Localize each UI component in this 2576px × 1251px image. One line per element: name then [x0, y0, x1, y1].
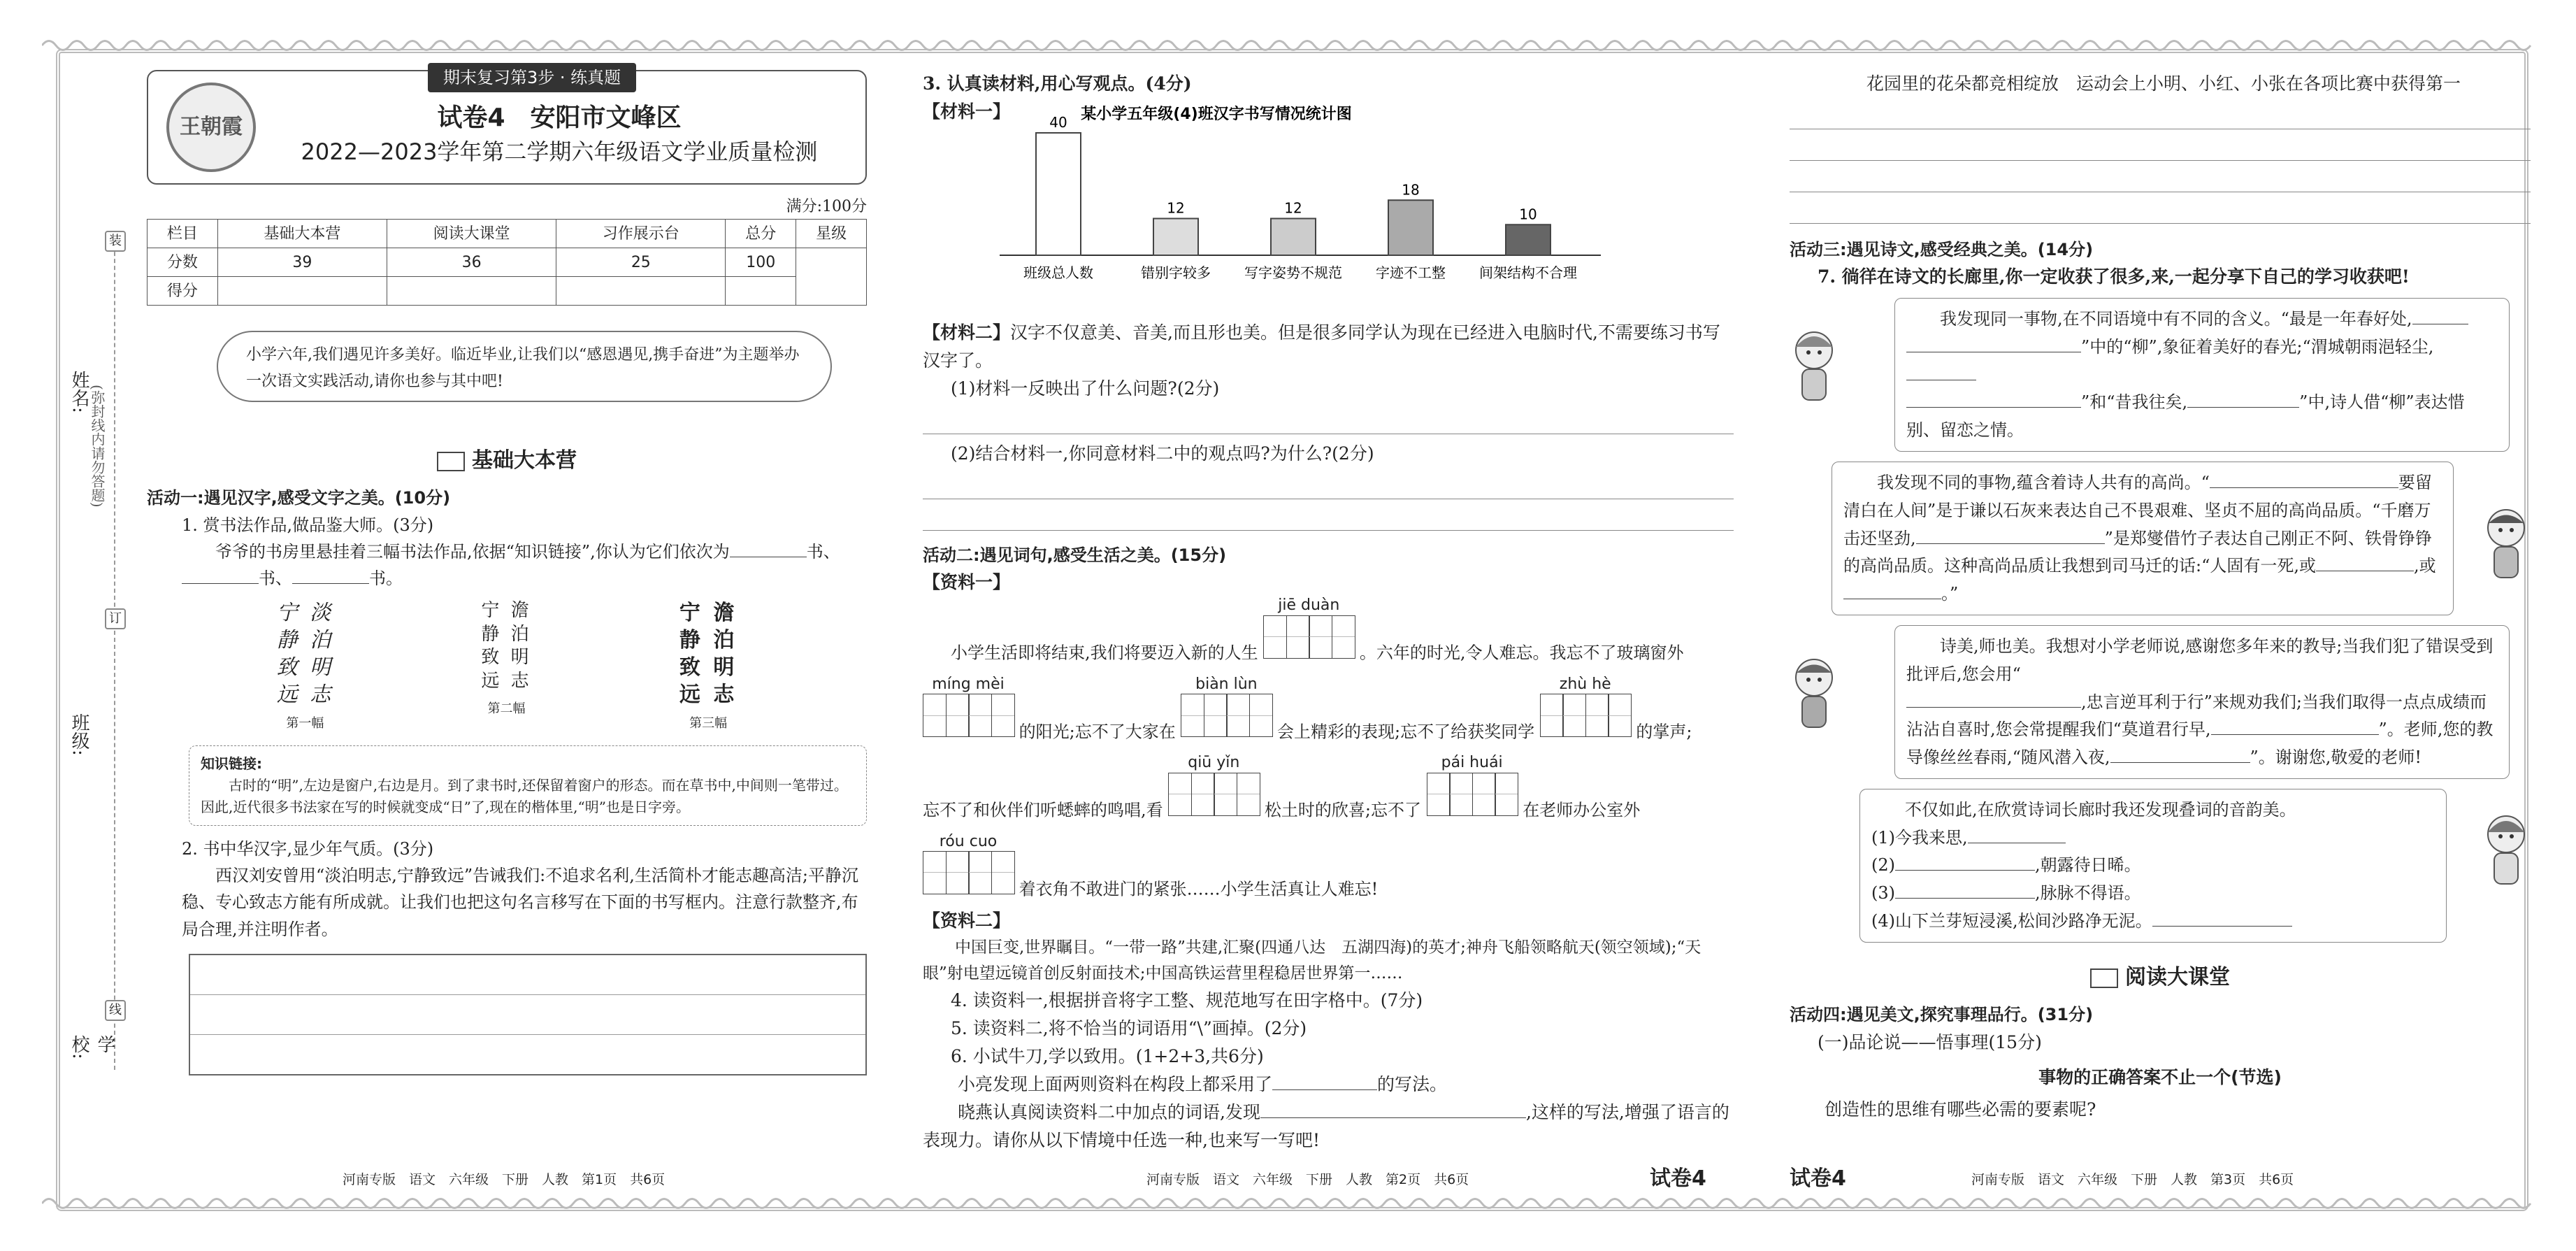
question-5: 5. 读资料二,将不恰当的词语用“\”画掉。(2分) — [951, 1017, 1307, 1038]
pinyin-grid-1 — [1263, 596, 1354, 665]
chart-title: 某小学五年级(4)班汉字书写情况统计图 — [1081, 106, 1352, 123]
knowledge-link-title: 知识链接: — [201, 755, 262, 772]
top-wave-border — [42, 36, 2534, 55]
teacher-boy-avatar-icon — [1790, 653, 1839, 730]
exam-subtitle: 2022—2023学年第二学期六年级语文学业质量检测 — [301, 138, 818, 165]
calligraphy-work-3 — [679, 599, 737, 734]
card-text: 诗美,师也美。我想对小学老师说,感谢您多年来的教导;当我们犯了错误受到批评后,您会用“ — [1906, 636, 2494, 684]
question-4: 4. 读资料一,根据拼音将字工整、规范地写在田字格中。(7分) — [951, 989, 1423, 1010]
writing-line[interactable] — [190, 955, 865, 995]
card-blank[interactable] — [1895, 852, 2035, 871]
card-blank[interactable] — [1906, 689, 2081, 708]
resource-1-fragment: 松土时的欣喜;忘不了 — [1264, 800, 1422, 820]
card-blank[interactable] — [1916, 525, 2105, 544]
chart-category-label: 班级总人数 — [1023, 264, 1093, 281]
calligraphy-work-2 — [481, 599, 531, 734]
card-text: (4)山下兰芽短浸溪,松间沙路净无泥。 — [1871, 910, 2152, 931]
book-icon — [437, 452, 465, 471]
question-1-text — [182, 538, 867, 592]
resource-1-fragment: 的阳光;忘不了大家在 — [1019, 722, 1176, 742]
q1-blank-2[interactable] — [182, 565, 259, 584]
card-blank[interactable] — [2152, 908, 2292, 927]
page-1-footer: 河南专版 语文 六年级 下册 人教 第1页 共6页 — [343, 1172, 665, 1187]
resource-1-fragment: 。六年的时光,令人难忘。我忘不了玻璃窗外 — [1359, 643, 1684, 663]
material-2 — [923, 319, 1734, 375]
card-text: 我发现不同的事物,蕴含着诗人共有的高尚。“ — [1877, 473, 2210, 493]
activity-3: 活动三:遇见诗文,感受经典之美。(14分) — [1790, 240, 2094, 259]
card-2-wrap — [1790, 462, 2531, 615]
card-blank[interactable] — [1906, 334, 2081, 352]
question-3-1: (1)材料一反映出了什么问题?(2分) — [951, 378, 1220, 399]
article-first-line: 创造性的思维有哪些必需的要素呢? — [1825, 1099, 2096, 1120]
pinyin-grid-2 — [923, 675, 1014, 744]
question-1-title: 1. 赏书法作品,做品鉴大师。(3分) — [182, 515, 434, 535]
question-3 — [923, 70, 1734, 98]
question-7: 7. 徜徉在诗文的长廊里,你一定收获了很多,来,一起分享下自己的学习收获吧! — [1818, 266, 2410, 287]
chart-bar — [1036, 133, 1081, 255]
intro-cloud: 小学六年,我们遇见许多美好。临近毕业,让我们以“感恩遇见,携手奋进”为主题举办一次语文实践活动,请你也参与其中吧! — [217, 331, 832, 402]
calligraphy-text: 宁 澹 静 泊 致 明 远 志 — [679, 600, 737, 707]
pinyin-text: pái huái — [1441, 754, 1503, 772]
answer-line[interactable] — [923, 499, 1734, 531]
pinyin-grid-7 — [923, 833, 1014, 901]
poem-card-1 — [1894, 298, 2510, 452]
material-1-label: 【材料一】 — [923, 101, 1011, 122]
page-3-footer: 河南专版 语文 六年级 下册 人教 第3页 共6页 — [1971, 1172, 2294, 1187]
card-text: ,朝露待日晞。 — [2035, 855, 2141, 875]
question-6: 6. 小试牛刀,学以致用。(1+2+3,共6分) — [951, 1045, 1264, 1066]
pinyin-grid-3 — [1181, 675, 1272, 744]
resource-1-fragment: 小学生活即将结束,我们将要迈入新的人生 — [951, 643, 1258, 663]
pinyin-text: jiē duàn — [1278, 596, 1340, 615]
q6-fragment: 晓燕认真阅读资料二中加点的词语,发现 — [958, 1101, 1260, 1122]
score-header-cell: 栏目 — [147, 220, 218, 248]
brand-logo: 王朝霞 — [166, 83, 256, 172]
question-3-title: 3. 认真读材料,用心写观点。(4分) — [923, 73, 1192, 94]
score-cell: 分数 — [147, 248, 218, 277]
binding-dashed-line — [114, 231, 115, 1070]
score-cell: 25 — [556, 248, 726, 277]
q6-fragment: ,这样的写法,增强了语言的表现力。请你从以下情境中任选一种,也来写一写吧! — [923, 1101, 1729, 1150]
pinyin-grid-6 — [1427, 754, 1518, 822]
card-blank[interactable] — [2187, 389, 2299, 408]
resource-2-label: 【资料二】 — [923, 910, 1011, 931]
questions-4-6 — [951, 987, 1734, 1071]
class-label: 班级: — [69, 713, 89, 756]
resource-1-fragment: 会上精彩的表现;忘不了给获奖同学 — [1277, 722, 1535, 742]
bind-mark-2: 订 — [105, 608, 126, 629]
scenario-choices: 花园里的花朵都竞相绽放 运动会上小明、小红、小张在各项比赛中获得第一 — [1866, 73, 2461, 94]
tian-grid[interactable] — [923, 694, 1014, 744]
tian-grid[interactable] — [1540, 694, 1631, 744]
boy-avatar-icon — [2482, 503, 2531, 580]
score-cell: 得分 — [147, 277, 218, 306]
resource-1-label: 【资料一】 — [923, 572, 1011, 593]
card-blank[interactable] — [1895, 880, 2035, 899]
score-input-cell[interactable] — [726, 277, 796, 306]
resource-2-text: 中国巨变,世界瞩目。“一带一路”共建,汇聚(四通八达 五湖四海)的英才;神舟飞船领略航天(领空领域);“天眼”射电望远镜首创反射面技术;中国高铁运营里程稳居世界第一…… — [923, 938, 1701, 982]
chart-category-label: 错别字较多 — [1141, 264, 1211, 281]
calligraphy-row — [203, 599, 811, 734]
tian-grid[interactable] — [1181, 694, 1272, 744]
card-text: (2) — [1871, 855, 1895, 875]
tian-grid[interactable] — [1263, 615, 1354, 666]
book-icon — [2090, 968, 2118, 988]
chart-bar — [1388, 200, 1433, 255]
girl-2-avatar-icon — [2482, 810, 2531, 887]
chart-category-label: 间架结构不合理 — [1479, 264, 1577, 281]
tian-grid[interactable] — [1168, 773, 1259, 823]
answer-line[interactable] — [923, 468, 1734, 499]
calligraphy-work-1 — [277, 599, 334, 734]
card-text: ,脉脉不得语。 — [2035, 883, 2141, 903]
card-1-wrap — [1790, 298, 2531, 452]
card-blank[interactable] — [1906, 389, 2081, 408]
score-header-cell: 阅读大课堂 — [387, 220, 556, 248]
card-text: ,忠言逆耳利于行”来规劝我们;当我们取得一点点成绩而沾沾自喜时,您会常提醒我们“莫道君行早, — [1906, 692, 2487, 740]
card-blank[interactable] — [2110, 744, 2250, 763]
q1-text: 书。 — [369, 569, 403, 589]
resource-1-fragment: 的掌声; — [1636, 722, 1692, 742]
exam-header — [147, 70, 867, 185]
score-table — [147, 219, 867, 306]
section-label: 阅读大课堂 — [2125, 965, 2230, 990]
resource-1-line-1 — [951, 596, 1734, 665]
card-blank[interactable] — [2316, 552, 2414, 571]
question-1 — [182, 512, 867, 592]
resource-1-text — [923, 596, 1734, 901]
chart-category-label: 写字姿势不规范 — [1244, 264, 1342, 281]
answer-line[interactable] — [1790, 98, 2531, 129]
chart-value-label: 18 — [1402, 181, 1420, 199]
card-text: (1)今我来思, — [1871, 827, 1968, 848]
answer-line[interactable] — [1790, 192, 2531, 224]
card-4-line-3 — [1871, 880, 2435, 908]
card-blank[interactable] — [1906, 362, 1976, 380]
resource-1-line-4 — [923, 833, 1734, 901]
bind-mark-1: 装 — [105, 231, 126, 252]
card-text: ”。老师,您的教导像丝丝春雨,“随风潜入夜, — [1906, 720, 2494, 767]
chart-value-label: 40 — [1049, 114, 1067, 131]
binding-strip — [66, 231, 129, 1070]
score-cell: 39 — [217, 248, 387, 277]
q6-fragment: 小亮发现上面两则资料在构段上都采用了 — [958, 1073, 1273, 1094]
step-banner: 期末复习第3步 · 练真题 — [428, 63, 636, 92]
score-header-cell: 基础大本营 — [217, 220, 387, 248]
section-label: 基础大本营 — [472, 448, 577, 473]
chart-category-label: 字迹不工整 — [1376, 264, 1446, 281]
card-text: ”和“昔我往矣, — [2081, 392, 2188, 413]
q1-blank-1[interactable] — [730, 538, 807, 557]
calligraphy-text: 宁 淡 静 泊 致 明 远 志 — [276, 600, 334, 707]
card-blank[interactable] — [1968, 824, 2066, 843]
q1-blank-3[interactable] — [292, 565, 369, 584]
pinyin-text: zhù hè — [1559, 675, 1611, 693]
chart-value-label: 12 — [1167, 199, 1185, 217]
q1-text: 书、 — [806, 541, 840, 562]
exam-number-left: 试卷4 — [1790, 1166, 1846, 1191]
card-text: ”中的“柳”,象征着美好的春光;“渭城朝雨浥轻尘, — [2081, 336, 2434, 357]
card-4-line-2 — [1871, 852, 2435, 880]
pinyin-text: qiū yǐn — [1188, 754, 1240, 772]
bind-mark-3: 线 — [105, 1000, 126, 1021]
card-text: 我发现同一事物,在不同语境中有不同的含义。“最是一年春好处, — [1940, 309, 2412, 329]
card-4-line-4 — [1871, 908, 2435, 936]
activity-1: 活动一:遇见汉字,感受文字之美。(10分) — [147, 488, 451, 508]
card-text: ”。谢谢您,敬爱的老师! — [2250, 747, 2422, 767]
calligraphy-caption: 第三幅 — [689, 715, 728, 731]
card-3-wrap — [1790, 625, 2531, 779]
q1-text: 书、 — [259, 569, 292, 589]
score-input-cell[interactable] — [556, 277, 726, 306]
card-text: (3) — [1871, 883, 1895, 903]
card-text: ”是郑燮借竹子表达自己刚正不阿、铁骨铮铮的高尚品质。这种高尚品质让我想到司马迁的话:“人固有一死,或 — [1843, 528, 2432, 576]
handwriting-box[interactable] — [189, 954, 867, 1075]
girl-avatar-icon — [1790, 326, 1839, 403]
pinyin-text: róu cuo — [939, 832, 998, 850]
knowledge-link-text: 古时的“明”,左边是窗户,右边是月。到了隶书时,还保留着窗户的形态。而在草书中,中间则一笔带过。因此,近代很多书法家在写的时候就变成“日”了,现在的楷体里,“明”也是日字旁。 — [201, 776, 848, 815]
resource-1-fragment: 忘不了和伙伴们听蟋蟀的鸣唱,看 — [923, 800, 1163, 820]
tian-grid[interactable] — [923, 851, 1014, 901]
exam-title: 试卷4 安阳市文峰区 — [437, 103, 682, 132]
calligraphy-text: 宁 澹 静 泊 致 明 远 志 — [481, 599, 532, 692]
q1-text: 爷爷的书房里悬挂着三幅书法作品,依据“知识链接”,你认为它们依次为 — [215, 541, 730, 562]
page-2-footer: 河南专版 语文 六年级 下册 人教 第2页 共6页 — [1146, 1172, 1469, 1187]
writing-line[interactable] — [190, 995, 865, 1035]
seal-note: (弥封线内请勿答题) — [89, 385, 106, 508]
card-blank[interactable] — [1843, 580, 1941, 599]
question-3-2: (2)结合材料一,你同意材料二中的观点吗?为什么?(2分) — [951, 443, 1374, 464]
poem-card-4 — [1859, 789, 2447, 943]
pinyin-grid-5 — [1168, 754, 1259, 822]
score-header-cell: 星级 — [796, 220, 867, 248]
score-header-row — [147, 220, 867, 248]
question-2-title: 2. 书中华汉字,显少年气质。(3分) — [182, 838, 434, 859]
card-text: ,或 — [2413, 556, 2436, 576]
score-header-cell: 总分 — [726, 220, 796, 248]
activity-4: 活动四:遇见美文,探究事理品行。(31分) — [1790, 1005, 2094, 1025]
chart-bar — [1271, 219, 1316, 256]
card-text: ”中,诗人借“柳”表达惜别、留恋之情。 — [1906, 392, 2465, 440]
page-3 — [1790, 70, 2531, 1191]
score-input-cell[interactable] — [387, 277, 556, 306]
activity-2: 活动二:遇见词句,感受生活之美。(15分) — [923, 545, 1227, 565]
card-blank[interactable] — [2210, 469, 2398, 488]
card-blank[interactable] — [2412, 306, 2468, 324]
poem-card-3 — [1894, 625, 2510, 779]
card-text: 要留清白在人间”是于谦以石灰来表达自己不畏艰难、坚贞不屈的高尚品质。“千磨万击还坚劲, — [1843, 473, 2432, 548]
exam-number-right: 试卷4 — [1650, 1166, 1706, 1191]
calligraphy-caption: 第一幅 — [286, 715, 324, 731]
score-cell: 100 — [726, 248, 796, 277]
card-text: 。” — [1941, 583, 1959, 603]
score-points-row — [147, 248, 867, 277]
score-input-cell[interactable] — [217, 277, 387, 306]
question-6-text-1 — [923, 1071, 1734, 1099]
bar-chart-svg — [986, 98, 1685, 287]
card-text: 不仅如此,在欣赏诗词长廊时我还发现叠词的音韵美。 — [1905, 800, 2296, 820]
resource-1-line-2 — [923, 675, 1734, 744]
section-title-reading — [1790, 961, 2531, 994]
chart-bar — [1153, 219, 1198, 256]
section-title-basics — [147, 444, 867, 478]
page-2 — [923, 70, 1734, 1191]
name-label: 姓名: — [69, 371, 89, 413]
q6-fragment: 的写法。 — [1377, 1073, 1448, 1094]
school-label: 学校: — [69, 1035, 115, 1059]
question-6-text-2 — [923, 1099, 1734, 1155]
q6-blank-1[interactable] — [1272, 1071, 1377, 1090]
score-earned-row — [147, 277, 867, 306]
bottom-wave-border — [42, 1194, 2534, 1213]
pinyin-grid-4 — [1540, 675, 1631, 744]
answer-line[interactable] — [1790, 161, 2531, 192]
answer-line[interactable] — [1790, 129, 2531, 161]
article-title: 事物的正确答案不止一个(节选) — [2038, 1066, 2282, 1087]
card-blank[interactable] — [2211, 716, 2379, 735]
card-4-line-1 — [1871, 824, 2435, 852]
q6-blank-2[interactable] — [1260, 1099, 1526, 1118]
pinyin-text: biàn lùn — [1195, 675, 1258, 693]
resource-1-fragment: 在老师办公室外 — [1523, 800, 1641, 820]
question-2-text: 西汉刘安曾用“淡泊明志,宁静致远”告诫我们:不追求名利,生活简朴才能志趣高洁;平静沉稳、专心致志方能有所成就。让我们也把这句名言移写在下面的书写框内。注意行款整齐,布局合理,并注明作者。 — [182, 865, 858, 939]
poem-card-2 — [1832, 462, 2454, 615]
pinyin-text: míng mèi — [932, 675, 1005, 693]
chart-value-label: 12 — [1284, 199, 1302, 217]
material-2-text: 汉字不仅意美、音美,而且形也美。但是很多同学认为现在已经进入电脑时代,不需要练习书写汉字了。 — [923, 322, 1720, 371]
calligraphy-caption: 第二幅 — [487, 701, 526, 716]
star-rating-cell[interactable] — [796, 248, 867, 306]
answer-line[interactable] — [923, 403, 1734, 434]
material-2-label: 【材料二】 — [923, 322, 1011, 343]
tian-grid[interactable] — [1427, 773, 1518, 823]
resource-1-fragment: 着衣角不敢进门的紧张……小学生活真让人难忘! — [1019, 878, 1379, 899]
full-score: 满分:100分 — [786, 198, 867, 215]
chart-value-label: 10 — [1519, 206, 1537, 223]
reading-subsection: (一)品论说——悟事理(15分) — [1818, 1031, 2042, 1052]
resource-1-line-3 — [923, 754, 1734, 822]
score-header-cell: 习作展示台 — [556, 220, 726, 248]
card-4-wrap — [1790, 789, 2531, 943]
question-2 — [182, 836, 867, 943]
chart-bar — [1506, 224, 1550, 255]
page-1 — [147, 68, 867, 1187]
score-cell: 36 — [387, 248, 556, 277]
knowledge-link-box — [189, 745, 867, 826]
